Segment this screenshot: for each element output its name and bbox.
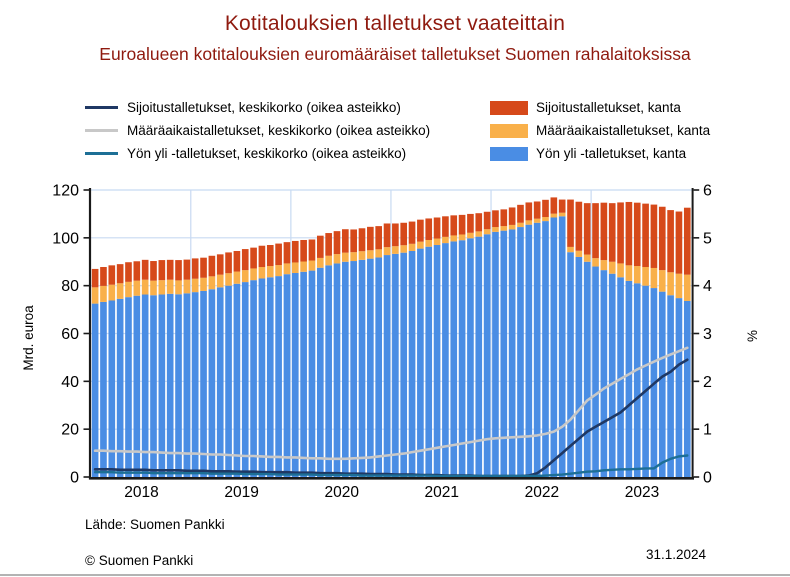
bar-segment bbox=[617, 263, 624, 277]
right-tick-label: 6 bbox=[703, 182, 712, 200]
bar-segment bbox=[642, 204, 649, 267]
bar-segment bbox=[542, 200, 549, 217]
bar-segment bbox=[467, 233, 474, 239]
bar-segment bbox=[309, 261, 316, 271]
bar-segment bbox=[559, 216, 566, 477]
bar-segment bbox=[576, 202, 583, 251]
bar-segment bbox=[92, 269, 99, 287]
bar-segment bbox=[551, 214, 558, 218]
x-tick-label: 2022 bbox=[524, 484, 560, 501]
source-note: Lähde: Suomen Pankki bbox=[85, 517, 225, 532]
chart-title: Kotitalouksien talletukset vaateittain bbox=[224, 12, 566, 35]
bar-segment bbox=[400, 253, 407, 477]
bar-segment bbox=[667, 210, 674, 272]
bar-segment bbox=[459, 240, 466, 477]
bar-segment bbox=[601, 260, 608, 270]
bar-segment bbox=[275, 265, 282, 276]
bar-segment bbox=[567, 200, 574, 247]
bar-segment bbox=[484, 212, 491, 229]
bar-segment bbox=[617, 202, 624, 263]
bar-segment bbox=[542, 221, 549, 477]
bar-segment bbox=[659, 292, 666, 477]
bar-segment bbox=[217, 287, 224, 477]
bar-segment bbox=[400, 223, 407, 245]
bar-segment bbox=[334, 254, 341, 263]
bar-segment bbox=[217, 275, 224, 288]
bar-segment bbox=[350, 261, 357, 477]
bar-segment bbox=[609, 274, 616, 477]
bar-segment bbox=[267, 245, 274, 266]
bar-segment bbox=[159, 260, 166, 280]
right-tick-label: 3 bbox=[703, 326, 712, 343]
bar-segment bbox=[634, 283, 641, 477]
left-tick-label: 20 bbox=[61, 421, 79, 439]
legend-item-term-rate bbox=[85, 119, 430, 142]
bar-segment bbox=[234, 251, 241, 272]
bar-segment bbox=[350, 252, 357, 261]
bar-segment bbox=[175, 260, 182, 280]
bar-segment bbox=[267, 266, 274, 277]
bar-segment bbox=[576, 257, 583, 477]
bar-segment bbox=[409, 222, 416, 244]
bar-segment bbox=[184, 260, 191, 280]
chart-svg bbox=[0, 178, 790, 518]
bar-segment bbox=[300, 262, 307, 272]
bar-segment bbox=[200, 278, 207, 291]
left-tick-label: 60 bbox=[61, 326, 79, 343]
bar-segment bbox=[601, 270, 608, 477]
bar-segment bbox=[475, 213, 482, 231]
bar-segment bbox=[184, 293, 191, 477]
line-swatch-term-rate-icon bbox=[85, 129, 118, 132]
bar-segment bbox=[425, 240, 432, 247]
bar-segment bbox=[409, 244, 416, 251]
bar-segment bbox=[367, 227, 374, 250]
bar-segment bbox=[375, 226, 382, 249]
bar-segment bbox=[259, 278, 266, 477]
bar-segment bbox=[459, 215, 466, 235]
bar-segment bbox=[601, 203, 608, 260]
bar-segment bbox=[100, 286, 107, 302]
bar-segment bbox=[509, 207, 516, 224]
bar-segment bbox=[167, 280, 174, 294]
bar-segment bbox=[409, 251, 416, 477]
bar-segment bbox=[417, 220, 424, 242]
bar-segment bbox=[317, 268, 324, 477]
bar-segment bbox=[534, 201, 541, 218]
bar-segment bbox=[184, 280, 191, 294]
bar-segment bbox=[309, 240, 316, 261]
right-tick-label: 4 bbox=[703, 278, 712, 296]
bar-segment bbox=[634, 203, 641, 266]
bar-segment bbox=[500, 226, 507, 231]
bar-segment bbox=[484, 229, 491, 234]
bar-segment bbox=[584, 262, 591, 477]
bar-segment bbox=[108, 285, 115, 301]
bar-segment bbox=[192, 279, 199, 292]
bar-segment bbox=[509, 225, 516, 230]
legend-lines bbox=[85, 96, 430, 165]
bar-segment bbox=[359, 251, 366, 260]
bar-segment bbox=[292, 273, 299, 477]
bar-segment bbox=[150, 295, 157, 477]
bar-segment bbox=[384, 247, 391, 255]
bar-segment bbox=[667, 295, 674, 477]
bar-segment bbox=[242, 270, 249, 282]
bar-segment bbox=[134, 261, 141, 280]
bar-segment bbox=[350, 229, 357, 252]
bar-segment bbox=[234, 272, 241, 284]
bar-segment bbox=[359, 260, 366, 477]
legend-label: Yön yli -talletukset, keskikorko (oikea asteikko) bbox=[127, 146, 407, 161]
right-tick-label: 0 bbox=[703, 469, 712, 487]
bar-segment bbox=[200, 291, 207, 477]
bar-segment bbox=[634, 266, 641, 283]
bar-segment bbox=[142, 260, 149, 280]
bar-segment bbox=[442, 243, 449, 477]
bar-segment bbox=[117, 264, 124, 283]
bar-segment bbox=[325, 265, 332, 477]
bar-segment bbox=[467, 214, 474, 233]
bar-segment bbox=[534, 219, 541, 223]
bar-segment bbox=[167, 294, 174, 477]
bar-segment bbox=[559, 213, 566, 217]
bar-segment bbox=[642, 286, 649, 477]
right-tick-label: 1 bbox=[703, 421, 712, 439]
bar-segment bbox=[267, 277, 274, 477]
bar-segment bbox=[626, 202, 633, 265]
bar-swatch-overnight-stock-icon bbox=[490, 147, 528, 161]
bar-segment bbox=[500, 231, 507, 477]
bar-segment bbox=[417, 242, 424, 249]
chart-subtitle: Euroalueen kotitalouksien euromääräiset talletukset Suomen rahalaitoksissa bbox=[99, 44, 691, 64]
bar-segment bbox=[592, 267, 599, 477]
bar-segment bbox=[359, 228, 366, 251]
left-axis-title: Mrd. euroa bbox=[21, 305, 36, 371]
bar-segment bbox=[284, 242, 291, 263]
bar-swatch-investment-stock-icon bbox=[490, 101, 528, 115]
bar-segment bbox=[292, 262, 299, 273]
bar-segment bbox=[459, 234, 466, 240]
bar-segment bbox=[317, 258, 324, 268]
bar-segment bbox=[309, 271, 316, 477]
legend-item-investment-rate bbox=[85, 96, 430, 119]
bar-segment bbox=[392, 223, 399, 246]
bar-segment bbox=[642, 267, 649, 286]
bar-segment bbox=[392, 254, 399, 477]
bar-segment bbox=[192, 258, 199, 278]
bar-segment bbox=[300, 272, 307, 477]
bar-segment bbox=[525, 225, 532, 477]
x-tick-label: 2021 bbox=[424, 484, 460, 501]
bar-segment bbox=[567, 247, 574, 252]
bar-segment bbox=[551, 197, 558, 213]
bar-segment bbox=[534, 223, 541, 477]
bar-segment bbox=[384, 223, 391, 247]
bar-segment bbox=[592, 258, 599, 266]
bar-segment bbox=[284, 263, 291, 274]
bar-segment bbox=[676, 212, 683, 274]
bar-segment bbox=[342, 262, 349, 477]
copyright-note: © Suomen Pankki bbox=[85, 553, 194, 568]
bar-segment bbox=[584, 203, 591, 254]
bar-segment bbox=[442, 237, 449, 243]
bar-segment bbox=[325, 233, 332, 256]
legend-label: Määräaikaistalletukset, keskikorko (oikea asteikko) bbox=[127, 123, 431, 138]
bar-segment bbox=[517, 227, 524, 477]
bar-segment bbox=[517, 223, 524, 227]
bar-segment bbox=[492, 227, 499, 232]
date-label: 31.1.2024 bbox=[645, 547, 706, 562]
legend-label: Yön yli -talletukset, kanta bbox=[536, 146, 687, 161]
bar-segment bbox=[475, 231, 482, 236]
bar-segment bbox=[584, 255, 591, 262]
bar-segment bbox=[92, 287, 99, 303]
legend-label: Määräaikaistalletukset, kanta bbox=[536, 123, 711, 138]
bar-segment bbox=[392, 246, 399, 254]
bar-segment bbox=[250, 248, 257, 269]
bar-segment bbox=[334, 263, 341, 477]
bar-segment bbox=[425, 247, 432, 477]
bar-segment bbox=[659, 207, 666, 270]
bar-segment bbox=[242, 249, 249, 270]
bar-segment bbox=[117, 283, 124, 299]
bar-segment bbox=[108, 265, 115, 284]
bar-segment bbox=[192, 292, 199, 477]
bar-segment bbox=[676, 274, 683, 298]
legend-item-investment-stock bbox=[490, 96, 710, 119]
bar-segment bbox=[142, 295, 149, 477]
bar-segment bbox=[342, 253, 349, 262]
bar-segment bbox=[342, 229, 349, 252]
x-tick-label: 2018 bbox=[124, 484, 159, 501]
bar-segment bbox=[651, 205, 658, 268]
bar-segment bbox=[125, 297, 132, 477]
bar-segment bbox=[609, 203, 616, 262]
bar-segment bbox=[317, 236, 324, 258]
bar-segment bbox=[651, 268, 658, 288]
bar-segment bbox=[300, 240, 307, 262]
legend-label: Sijoitustalletukset, keskikorko (oikea asteikko) bbox=[127, 100, 401, 115]
bar-segment bbox=[175, 280, 182, 294]
bar-segment bbox=[125, 282, 132, 297]
legend-item-overnight-stock bbox=[490, 142, 710, 165]
bar-segment bbox=[217, 254, 224, 274]
bar-segment bbox=[609, 262, 616, 274]
bar-segment bbox=[175, 294, 182, 477]
bar-segment bbox=[684, 275, 691, 301]
bar-segment bbox=[684, 208, 691, 275]
bar-segment bbox=[551, 218, 558, 477]
bar-segment bbox=[425, 218, 432, 240]
bar-segment bbox=[542, 217, 549, 221]
bar-segment bbox=[492, 210, 499, 227]
bar-segment bbox=[167, 260, 174, 280]
bar-segment bbox=[234, 284, 241, 477]
bar-segment bbox=[134, 281, 141, 296]
bar-segment bbox=[434, 218, 441, 239]
x-tick-label: 2019 bbox=[224, 484, 259, 501]
bar-segment bbox=[275, 244, 282, 266]
legend-label: Sijoitustalletukset, kanta bbox=[536, 100, 681, 115]
left-tick-label: 120 bbox=[52, 182, 79, 200]
bar-swatch-term-stock-icon bbox=[490, 124, 528, 138]
bar-segment bbox=[209, 276, 216, 289]
bar-segment bbox=[275, 276, 282, 477]
bar-segment bbox=[450, 241, 457, 477]
bar-segment bbox=[159, 295, 166, 477]
legend-item-term-stock bbox=[490, 119, 710, 142]
right-axis-title: % bbox=[745, 329, 760, 343]
bar-segment bbox=[500, 209, 507, 226]
bar-segment bbox=[492, 232, 499, 477]
bar-segment bbox=[375, 257, 382, 477]
left-tick-label: 0 bbox=[70, 469, 79, 487]
bar-segment bbox=[150, 261, 157, 281]
bar-segment bbox=[626, 281, 633, 477]
chart-area bbox=[0, 178, 790, 523]
x-tick-label: 2023 bbox=[624, 484, 660, 501]
bar-segment bbox=[334, 231, 341, 254]
right-tick-label: 5 bbox=[703, 230, 712, 248]
line-swatch-overnight-rate-icon bbox=[85, 152, 118, 155]
bar-segment bbox=[509, 229, 516, 477]
bar-segment bbox=[667, 272, 674, 295]
bar-segment bbox=[434, 239, 441, 245]
right-tick-label: 2 bbox=[703, 373, 712, 391]
bar-segment bbox=[525, 202, 532, 220]
bar-segment bbox=[134, 296, 141, 477]
bar-segment bbox=[626, 265, 633, 281]
bar-segment bbox=[592, 203, 599, 258]
bar-segment bbox=[517, 205, 524, 223]
bar-segment bbox=[434, 245, 441, 477]
bar-segment bbox=[684, 301, 691, 477]
bar-segment bbox=[225, 252, 232, 273]
bar-segment bbox=[450, 235, 457, 241]
bar-segment bbox=[242, 282, 249, 477]
bar-segment bbox=[259, 267, 266, 278]
bar-segment bbox=[417, 249, 424, 477]
legend-bars bbox=[490, 96, 710, 165]
bar-segment bbox=[375, 249, 382, 257]
bar-segment bbox=[209, 289, 216, 477]
bar-segment bbox=[225, 273, 232, 285]
bar-segment bbox=[259, 246, 266, 267]
bar-segment bbox=[384, 255, 391, 477]
left-tick-label: 40 bbox=[61, 373, 79, 391]
bar-segment bbox=[200, 258, 207, 278]
bar-segment bbox=[159, 280, 166, 294]
bar-segment bbox=[559, 200, 566, 213]
bar-segment bbox=[400, 245, 407, 252]
bar-segment bbox=[209, 256, 216, 277]
bar-segment bbox=[225, 286, 232, 477]
bar-segment bbox=[292, 241, 299, 263]
x-tick-label: 2020 bbox=[324, 484, 359, 501]
bar-segment bbox=[576, 251, 583, 257]
bar-segment bbox=[284, 274, 291, 477]
bar-segment bbox=[325, 256, 332, 266]
left-tick-label: 100 bbox=[52, 230, 79, 248]
bar-segment bbox=[367, 250, 374, 258]
legend-item-overnight-rate bbox=[85, 142, 430, 165]
bar-segment bbox=[659, 270, 666, 292]
bar-segment bbox=[150, 281, 157, 296]
bar-segment bbox=[450, 215, 457, 235]
bar-segment bbox=[142, 280, 149, 295]
bar-segment bbox=[250, 268, 257, 280]
bar-segment bbox=[367, 259, 374, 477]
bar-segment bbox=[442, 216, 449, 237]
bar-segment bbox=[125, 262, 132, 282]
bar-segment bbox=[100, 267, 107, 286]
line-swatch-investment-rate-icon bbox=[85, 106, 118, 109]
left-tick-label: 80 bbox=[61, 278, 79, 296]
bottom-divider bbox=[0, 574, 790, 576]
bar-segment bbox=[525, 220, 532, 224]
bar-segment bbox=[250, 280, 257, 477]
bar-segment bbox=[676, 298, 683, 477]
